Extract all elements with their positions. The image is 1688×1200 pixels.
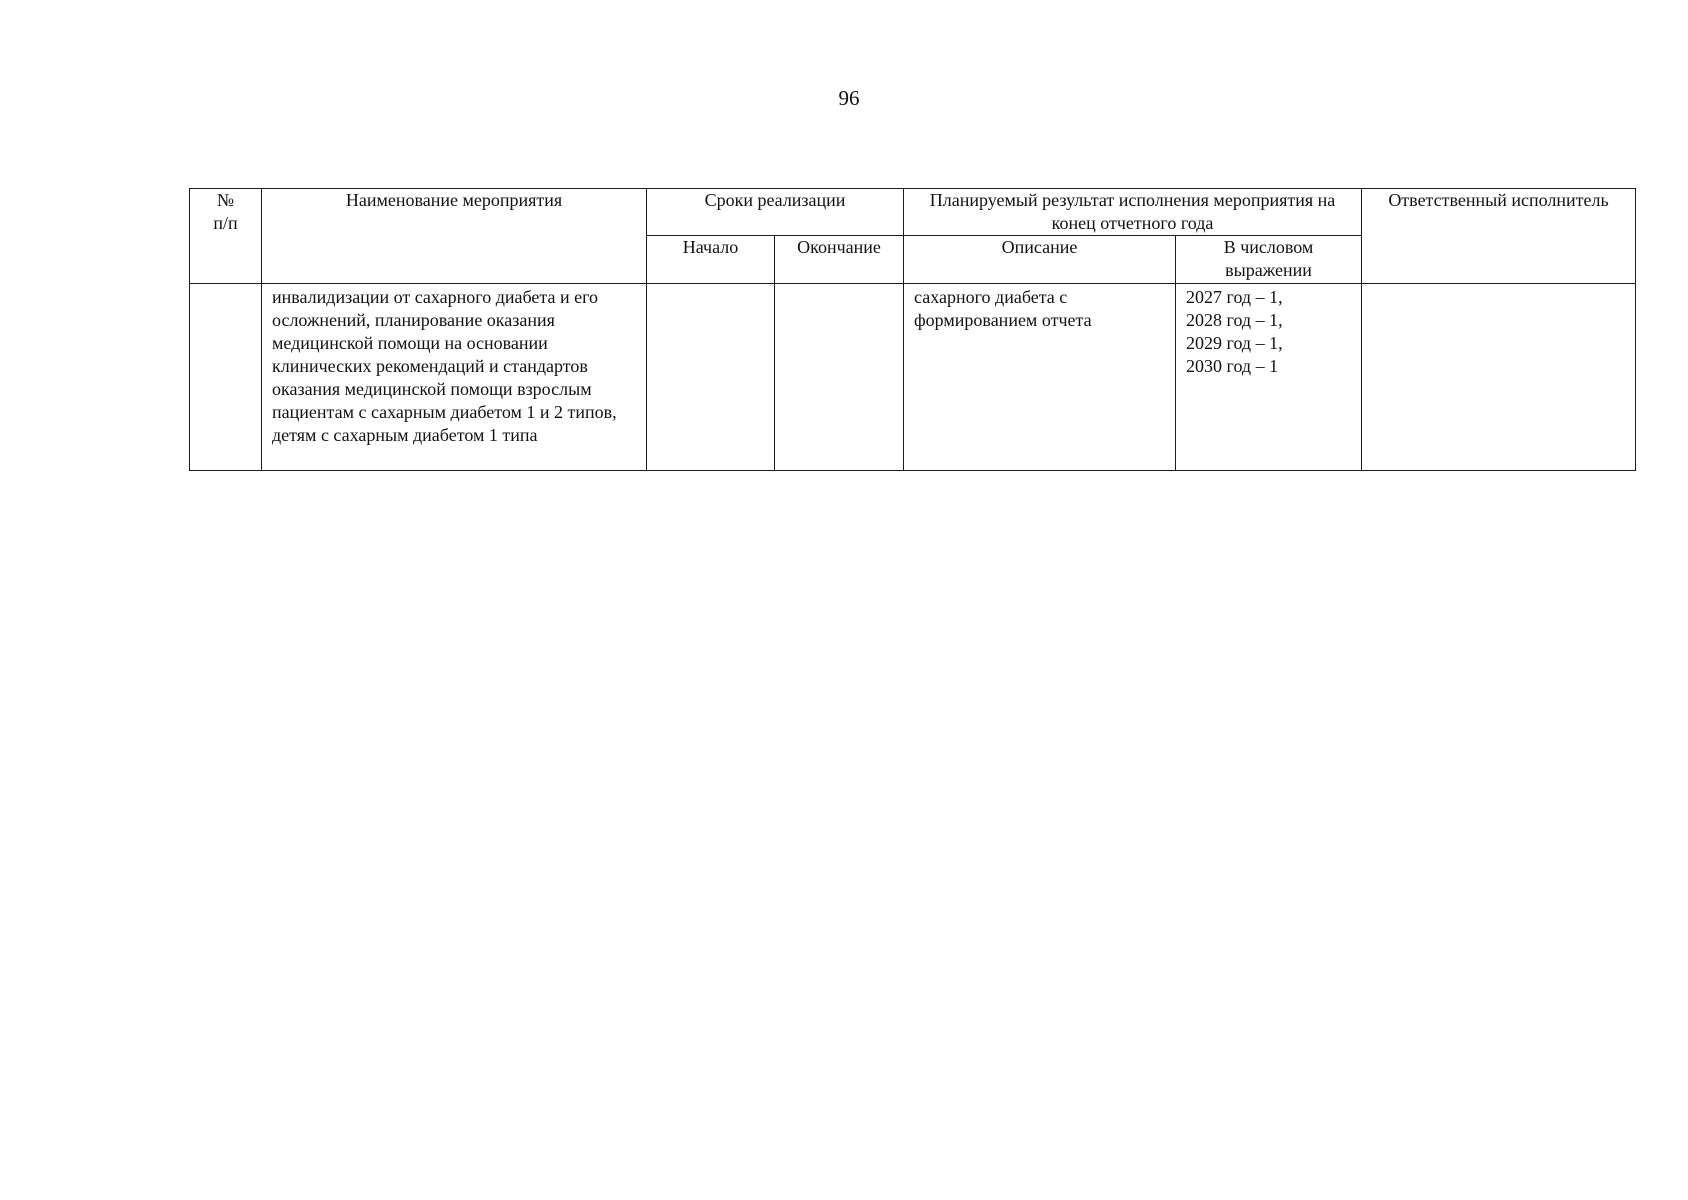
- cell-end: [775, 284, 904, 471]
- header-start: Начало: [647, 236, 775, 284]
- table-row: [190, 284, 1636, 471]
- cell-responsible: [1362, 284, 1636, 471]
- header-activity-name: Наименование мероприятия: [262, 189, 647, 284]
- numeric-value-2028: 2028 год – 1,: [1186, 310, 1283, 330]
- numeric-value-2029: 2029 год – 1,: [1186, 333, 1283, 353]
- numeric-value-2027: 2027 год – 1,: [1186, 287, 1283, 307]
- header-description: Описание: [904, 236, 1176, 284]
- activities-table: [189, 188, 1636, 471]
- numeric-value-2030: 2030 год – 1: [1186, 356, 1279, 376]
- header-implementation-terms: Сроки реализации: [647, 189, 904, 236]
- cell-start: [647, 284, 775, 471]
- cell-description: сахарного диабета с формированием отчета: [904, 284, 1176, 471]
- header-planned-result: Планируемый результат исполнения мероприятия на конец отчетного года: [904, 189, 1362, 236]
- header-number: № п/п: [190, 189, 262, 284]
- header-row-main: [190, 189, 1636, 236]
- cell-activity-name: инвалидизации от сахарного диабета и его осложнений, планирование оказания медицинской помощи на основании клинических рекомендаций и стандартов оказания медицинской помощи взрослым пациентам с сахарным диабетом 1 и 2 типов, детям с сахарным диабетом 1 типа: [262, 284, 647, 471]
- cell-number: [190, 284, 262, 471]
- header-responsible: Ответственный исполнитель: [1362, 189, 1636, 284]
- page-number: 96: [838, 86, 860, 110]
- cell-numeric: [1176, 284, 1362, 471]
- header-numeric: В числовом выражении: [1176, 236, 1362, 284]
- header-end: Окончание: [775, 236, 904, 284]
